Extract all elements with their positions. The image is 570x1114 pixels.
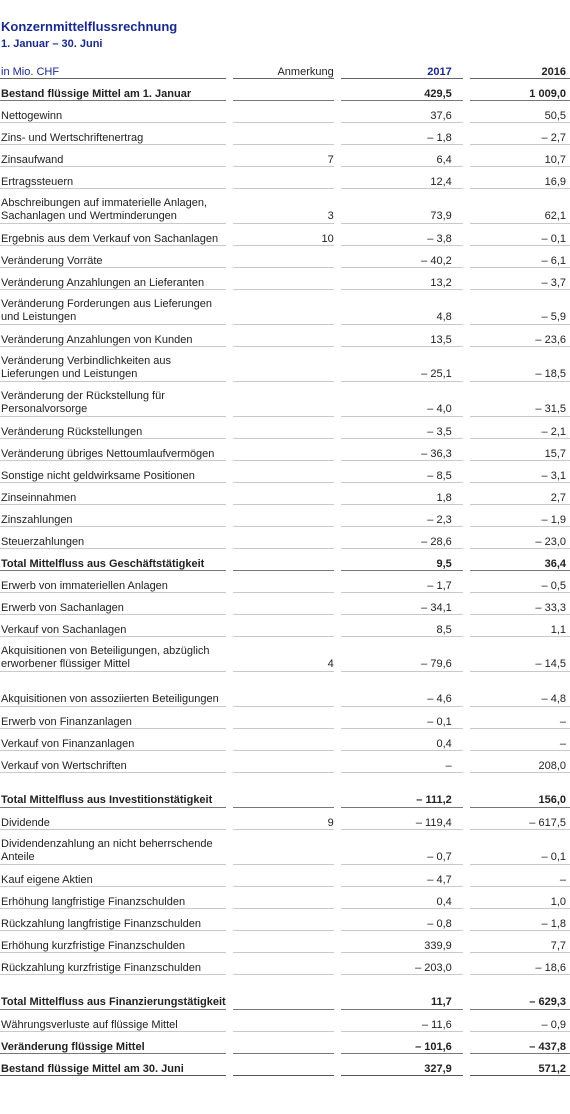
cash-flow-table xyxy=(0,57,570,1076)
row-note xyxy=(233,505,334,527)
row-note xyxy=(233,1010,334,1032)
row-note xyxy=(233,461,334,483)
row-value-previous: – 5,9 xyxy=(470,290,570,325)
row-label: Zins- und Wertschriftenertrag xyxy=(0,123,226,145)
row-note xyxy=(233,1054,334,1076)
row-label: Akquisitionen von Beteiligungen, abzüglich erworbener flüssiger Mittel xyxy=(0,637,226,672)
row-value-current: 9,5 xyxy=(341,549,463,571)
period-subtitle: 1. Januar – 30. Juni xyxy=(1,38,103,50)
row-value-previous: – 31,5 xyxy=(470,382,570,417)
table-row xyxy=(0,637,570,672)
table-row xyxy=(0,773,570,808)
column-header-previous-year: 2016 xyxy=(470,57,570,79)
row-value-current: 1,8 xyxy=(341,483,463,505)
table-row xyxy=(0,101,570,123)
row-label: Nettogewinn xyxy=(0,101,226,123)
row-value-previous: – 1,8 xyxy=(470,909,570,931)
row-note xyxy=(233,729,334,751)
row-value-current: – 0,7 xyxy=(341,830,463,865)
row-note xyxy=(233,527,334,549)
table-row xyxy=(0,830,570,865)
table-row xyxy=(0,505,570,527)
row-note xyxy=(233,347,334,382)
row-value-current: – 11,6 xyxy=(341,1010,463,1032)
row-value-previous: – 1,9 xyxy=(470,505,570,527)
row-label: Rückzahlung langfristige Finanzschulden xyxy=(0,909,226,931)
row-value-current: 4,8 xyxy=(341,290,463,325)
row-value-current: – 3,5 xyxy=(341,417,463,439)
row-note xyxy=(233,865,334,887)
row-label: Veränderung Vorräte xyxy=(0,246,226,268)
row-value-current: – 3,8 xyxy=(341,224,463,246)
row-label: Zinszahlungen xyxy=(0,505,226,527)
row-label: Total Mittelfluss aus Geschäftstätigkeit xyxy=(0,549,226,571)
row-value-previous: 15,7 xyxy=(470,439,570,461)
row-value-previous: – 14,5 xyxy=(470,637,570,672)
table-row xyxy=(0,79,570,101)
table-row xyxy=(0,615,570,637)
row-value-previous: 16,9 xyxy=(470,167,570,189)
table-row xyxy=(0,224,570,246)
row-value-current: – 1,7 xyxy=(341,571,463,593)
row-label: Bestand flüssige Mittel am 30. Juni xyxy=(0,1054,226,1076)
row-value-current: – 2,3 xyxy=(341,505,463,527)
row-value-current: 0,4 xyxy=(341,729,463,751)
row-value-previous: 1 009,0 xyxy=(470,79,570,101)
row-label: Erhöhung langfristige Finanzschulden xyxy=(0,887,226,909)
row-value-previous: – 2,1 xyxy=(470,417,570,439)
row-label: Veränderung Forderungen aus Lieferungen und Leistungen xyxy=(0,290,226,325)
row-note xyxy=(233,830,334,865)
row-value-current: – 8,5 xyxy=(341,461,463,483)
table-row xyxy=(0,268,570,290)
table-row xyxy=(0,145,570,167)
table-row xyxy=(0,1010,570,1032)
row-value-previous: 62,1 xyxy=(470,189,570,224)
row-value-previous: 208,0 xyxy=(470,751,570,773)
row-value-previous: 156,0 xyxy=(470,773,570,808)
row-value-current: – 203,0 xyxy=(341,953,463,975)
row-note xyxy=(233,953,334,975)
row-value-previous: 7,7 xyxy=(470,931,570,953)
row-note xyxy=(233,439,334,461)
row-label: Veränderung Verbindlichkeiten aus Lieferungen und Leistungen xyxy=(0,347,226,382)
row-label: Veränderung der Rückstellung für Personalvorsorge xyxy=(0,382,226,417)
row-note xyxy=(233,615,334,637)
table-row xyxy=(0,931,570,953)
row-label: Verkauf von Finanzanlagen xyxy=(0,729,226,751)
row-note: 10 xyxy=(233,224,334,246)
table-row xyxy=(0,167,570,189)
row-note xyxy=(233,549,334,571)
row-note: 3 xyxy=(233,189,334,224)
row-value-current: – 4,0 xyxy=(341,382,463,417)
table-row xyxy=(0,1032,570,1054)
table-row xyxy=(0,571,570,593)
row-value-previous: – 2,7 xyxy=(470,123,570,145)
row-note xyxy=(233,290,334,325)
table-row xyxy=(0,461,570,483)
row-value-previous: – 3,1 xyxy=(470,461,570,483)
row-label: Ertragssteuern xyxy=(0,167,226,189)
row-value-current: 0,4 xyxy=(341,887,463,909)
table-body xyxy=(0,57,570,1076)
row-value-current: – 0,8 xyxy=(341,909,463,931)
row-value-previous: – 18,5 xyxy=(470,347,570,382)
row-label: Zinsaufwand xyxy=(0,145,226,167)
table-row xyxy=(0,527,570,549)
row-label: Akquisitionen von assoziierten Beteiligungen xyxy=(0,672,226,707)
row-value-current: – 101,6 xyxy=(341,1032,463,1054)
row-label: Rückzahlung kurzfristige Finanzschulden xyxy=(0,953,226,975)
column-header-unit: in Mio. CHF xyxy=(0,57,226,79)
row-note xyxy=(233,751,334,773)
table-row xyxy=(0,347,570,382)
row-note: 9 xyxy=(233,808,334,830)
table-row xyxy=(0,975,570,1010)
row-value-previous: 50,5 xyxy=(470,101,570,123)
row-value-current: 13,2 xyxy=(341,268,463,290)
row-label: Erhöhung kurzfristige Finanzschulden xyxy=(0,931,226,953)
row-label: Veränderung übriges Nettoumlaufvermögen xyxy=(0,439,226,461)
row-value-current: – 0,1 xyxy=(341,707,463,729)
row-value-previous: 1,1 xyxy=(470,615,570,637)
row-value-current: – 4,7 xyxy=(341,865,463,887)
row-value-current: 339,9 xyxy=(341,931,463,953)
table-header-row xyxy=(0,57,570,79)
row-value-previous: – xyxy=(470,729,570,751)
row-value-previous: – 3,7 xyxy=(470,268,570,290)
row-label: Abschreibungen auf immaterielle Anlagen, Sachanlagen und Wertminderungen xyxy=(0,189,226,224)
table-row xyxy=(0,909,570,931)
row-value-previous: – 33,3 xyxy=(470,593,570,615)
row-value-current: 12,4 xyxy=(341,167,463,189)
table-row xyxy=(0,953,570,975)
table-row xyxy=(0,189,570,224)
row-label: Verkauf von Sachanlagen xyxy=(0,615,226,637)
row-label: Erwerb von immateriellen Anlagen xyxy=(0,571,226,593)
row-label: Veränderung Anzahlungen von Kunden xyxy=(0,325,226,347)
row-note xyxy=(233,931,334,953)
row-note xyxy=(233,101,334,123)
table-row xyxy=(0,808,570,830)
row-note xyxy=(233,1032,334,1054)
row-note xyxy=(233,167,334,189)
row-value-previous: – 23,6 xyxy=(470,325,570,347)
table-row xyxy=(0,246,570,268)
row-note xyxy=(233,382,334,417)
row-label: Erwerb von Sachanlagen xyxy=(0,593,226,615)
row-value-previous: – 23,0 xyxy=(470,527,570,549)
row-label: Bestand flüssige Mittel am 1. Januar xyxy=(0,79,226,101)
row-label: Dividendenzahlung an nicht beherrschende Anteile xyxy=(0,830,226,865)
row-note xyxy=(233,672,334,707)
row-value-previous: 36,4 xyxy=(470,549,570,571)
table-row xyxy=(0,290,570,325)
row-note xyxy=(233,773,334,808)
row-value-current: 13,5 xyxy=(341,325,463,347)
row-note xyxy=(233,593,334,615)
table-row xyxy=(0,325,570,347)
row-note xyxy=(233,79,334,101)
row-value-previous: – 4,8 xyxy=(470,672,570,707)
row-label: Veränderung Anzahlungen an Lieferanten xyxy=(0,268,226,290)
row-label: Ergebnis aus dem Verkauf von Sachanlagen xyxy=(0,224,226,246)
row-value-current: – 1,8 xyxy=(341,123,463,145)
row-value-current: – 4,6 xyxy=(341,672,463,707)
table-row xyxy=(0,483,570,505)
row-value-current: 8,5 xyxy=(341,615,463,637)
row-value-current: – xyxy=(341,751,463,773)
table-row xyxy=(0,729,570,751)
row-value-previous: – 0,1 xyxy=(470,224,570,246)
row-note xyxy=(233,909,334,931)
row-value-previous: – 0,1 xyxy=(470,830,570,865)
row-label: Sonstige nicht geldwirksame Positionen xyxy=(0,461,226,483)
row-value-current: – 28,6 xyxy=(341,527,463,549)
row-label: Verkauf von Wertschriften xyxy=(0,751,226,773)
row-value-current: 73,9 xyxy=(341,189,463,224)
page-title: Konzernmittelflussrechnung xyxy=(1,19,178,34)
row-value-current: – 25,1 xyxy=(341,347,463,382)
row-value-previous: – 437,8 xyxy=(470,1032,570,1054)
row-value-current: 327,9 xyxy=(341,1054,463,1076)
table-row xyxy=(0,672,570,707)
table-row xyxy=(0,123,570,145)
row-value-previous: – xyxy=(470,865,570,887)
row-note xyxy=(233,325,334,347)
row-value-previous: 571,2 xyxy=(470,1054,570,1076)
row-value-previous: – 629,3 xyxy=(470,975,570,1010)
row-value-current: 429,5 xyxy=(341,79,463,101)
row-label: Währungsverluste auf flüssige Mittel xyxy=(0,1010,226,1032)
row-note xyxy=(233,887,334,909)
row-label: Kauf eigene Aktien xyxy=(0,865,226,887)
row-value-previous: – xyxy=(470,707,570,729)
row-note xyxy=(233,268,334,290)
row-note xyxy=(233,123,334,145)
row-label: Veränderung flüssige Mittel xyxy=(0,1032,226,1054)
row-note xyxy=(233,246,334,268)
row-label: Total Mittelfluss aus Finanzierungstätigkeit xyxy=(0,975,226,1010)
row-value-current: 11,7 xyxy=(341,975,463,1010)
row-value-current: – 111,2 xyxy=(341,773,463,808)
row-label: Dividende xyxy=(0,808,226,830)
table-row xyxy=(0,439,570,461)
row-note xyxy=(233,483,334,505)
row-label: Erwerb von Finanzanlagen xyxy=(0,707,226,729)
table-row xyxy=(0,417,570,439)
row-value-previous: – 0,9 xyxy=(470,1010,570,1032)
row-note: 7 xyxy=(233,145,334,167)
row-note xyxy=(233,975,334,1010)
row-value-current: 6,4 xyxy=(341,145,463,167)
row-value-current: – 40,2 xyxy=(341,246,463,268)
row-value-current: – 79,6 xyxy=(341,637,463,672)
row-value-current: 37,6 xyxy=(341,101,463,123)
row-note: 4 xyxy=(233,637,334,672)
table-row xyxy=(0,707,570,729)
row-value-previous: – 18,6 xyxy=(470,953,570,975)
table-row xyxy=(0,593,570,615)
row-label: Zinseinnahmen xyxy=(0,483,226,505)
row-value-current: – 119,4 xyxy=(341,808,463,830)
row-value-previous: – 6,1 xyxy=(470,246,570,268)
row-value-previous: – 617,5 xyxy=(470,808,570,830)
row-label: Steuerzahlungen xyxy=(0,527,226,549)
row-note xyxy=(233,417,334,439)
column-header-current-year: 2017 xyxy=(341,57,463,79)
table-row xyxy=(0,1054,570,1076)
row-note xyxy=(233,707,334,729)
row-value-current: – 36,3 xyxy=(341,439,463,461)
table-row xyxy=(0,751,570,773)
column-header-note: Anmerkung xyxy=(233,57,334,79)
row-value-previous: 2,7 xyxy=(470,483,570,505)
row-label: Veränderung Rückstellungen xyxy=(0,417,226,439)
table-row xyxy=(0,549,570,571)
row-value-current: – 34,1 xyxy=(341,593,463,615)
table-row xyxy=(0,887,570,909)
row-value-previous: 1,0 xyxy=(470,887,570,909)
row-note xyxy=(233,571,334,593)
row-label: Total Mittelfluss aus Investitionstätigkeit xyxy=(0,773,226,808)
row-value-previous: – 0,5 xyxy=(470,571,570,593)
table-row xyxy=(0,865,570,887)
row-value-previous: 10,7 xyxy=(470,145,570,167)
table-row xyxy=(0,382,570,417)
